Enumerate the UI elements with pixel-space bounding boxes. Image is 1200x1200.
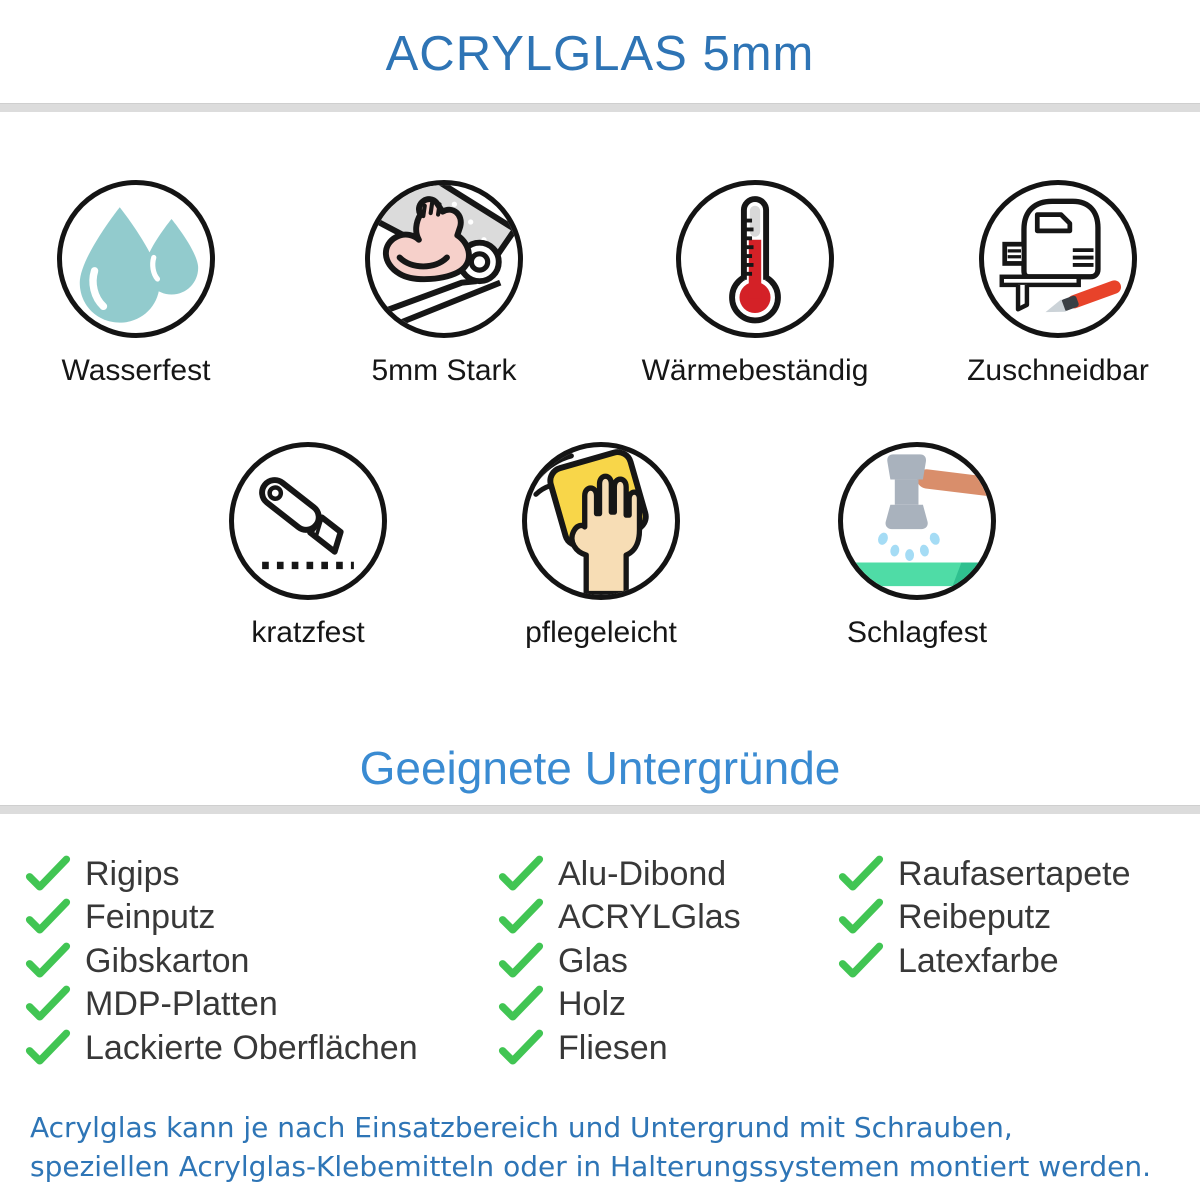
surface-label: Rigips xyxy=(85,854,180,893)
cleaning-hand-icon xyxy=(522,442,680,600)
surface-item xyxy=(25,854,179,894)
surface-label: MDP-Platten xyxy=(85,984,278,1023)
feature-label: Zuschneidbar xyxy=(967,354,1149,387)
surface-label: Gibskarton xyxy=(85,941,250,980)
surface-label: Reibeputz xyxy=(898,897,1052,936)
surface-label: Lackierte Oberflächen xyxy=(85,1028,418,1067)
checkmark-icon xyxy=(25,985,71,1023)
feature-label: Schlagfest xyxy=(846,616,988,649)
section-title: Geeignete Untergründe xyxy=(359,742,841,794)
surface-item xyxy=(498,984,626,1024)
page-title: ACRYLGLAS 5mm xyxy=(385,27,815,81)
feature-wasserfest xyxy=(0,180,286,388)
feature-zuschneidbar xyxy=(908,180,1200,388)
feature-label: Wasserfest xyxy=(61,354,211,387)
mounting-note-line2: speziellen Acrylglas-Klebemitteln oder in Halterungssystemen montiert werden. xyxy=(30,1150,1152,1183)
utility-knife-icon xyxy=(229,442,387,600)
checkmark-icon xyxy=(498,855,544,893)
hammer-icon xyxy=(838,442,996,600)
surface-item xyxy=(25,1028,418,1068)
divider-middle xyxy=(0,805,1200,814)
checkmark-icon xyxy=(25,898,71,936)
checkmark-icon xyxy=(25,855,71,893)
jigsaw-icon xyxy=(979,180,1137,338)
surface-item xyxy=(498,854,726,894)
feature-pflegeleicht xyxy=(451,442,751,650)
checkmark-icon xyxy=(498,898,544,936)
surface-label: Fliesen xyxy=(558,1028,668,1067)
surface-item xyxy=(838,854,1131,894)
divider-top xyxy=(0,103,1200,112)
surface-item xyxy=(498,941,628,981)
thermometer-icon xyxy=(676,180,834,338)
surface-item xyxy=(498,1028,668,1068)
surface-label: Glas xyxy=(558,941,628,980)
checkmark-icon xyxy=(838,942,884,980)
checkmark-icon xyxy=(498,985,544,1023)
checkmark-icon xyxy=(25,942,71,980)
surface-label: Raufasertapete xyxy=(898,854,1131,893)
surface-label: Alu-Dibond xyxy=(558,854,727,893)
checkmark-icon xyxy=(25,1029,71,1067)
feature-label: Wärmebeständig xyxy=(641,354,869,387)
surface-item xyxy=(838,941,1059,981)
checkmark-icon xyxy=(838,898,884,936)
mounting-note-line1: Acrylglas kann je nach Einsatzbereich und Untergrund mit Schrauben, xyxy=(30,1111,1013,1144)
surface-item xyxy=(25,897,215,937)
muscle-arm-icon xyxy=(365,180,523,338)
feature-kratzfest xyxy=(158,442,458,650)
feature-label: pflegeleicht xyxy=(525,616,677,649)
water-drops-icon xyxy=(57,180,215,338)
surface-label: Holz xyxy=(558,984,627,1023)
surface-item xyxy=(25,941,249,981)
feature-label: kratzfest xyxy=(251,616,365,649)
surface-item xyxy=(838,897,1051,937)
surface-item xyxy=(25,984,278,1024)
surface-item xyxy=(498,897,741,937)
surface-label: ACRYLGlas xyxy=(558,897,741,936)
checkmark-icon xyxy=(498,942,544,980)
mounting-note xyxy=(30,1108,1180,1186)
feature-label: 5mm Stark xyxy=(371,354,517,387)
checkmark-icon xyxy=(838,855,884,893)
feature-schlagfest xyxy=(767,442,1067,650)
surface-label: Feinputz xyxy=(85,897,216,936)
feature-waermebestaendig xyxy=(605,180,905,388)
feature-5mm-stark xyxy=(294,180,594,388)
surface-label: Latexfarbe xyxy=(898,941,1059,980)
checkmark-icon xyxy=(498,1029,544,1067)
